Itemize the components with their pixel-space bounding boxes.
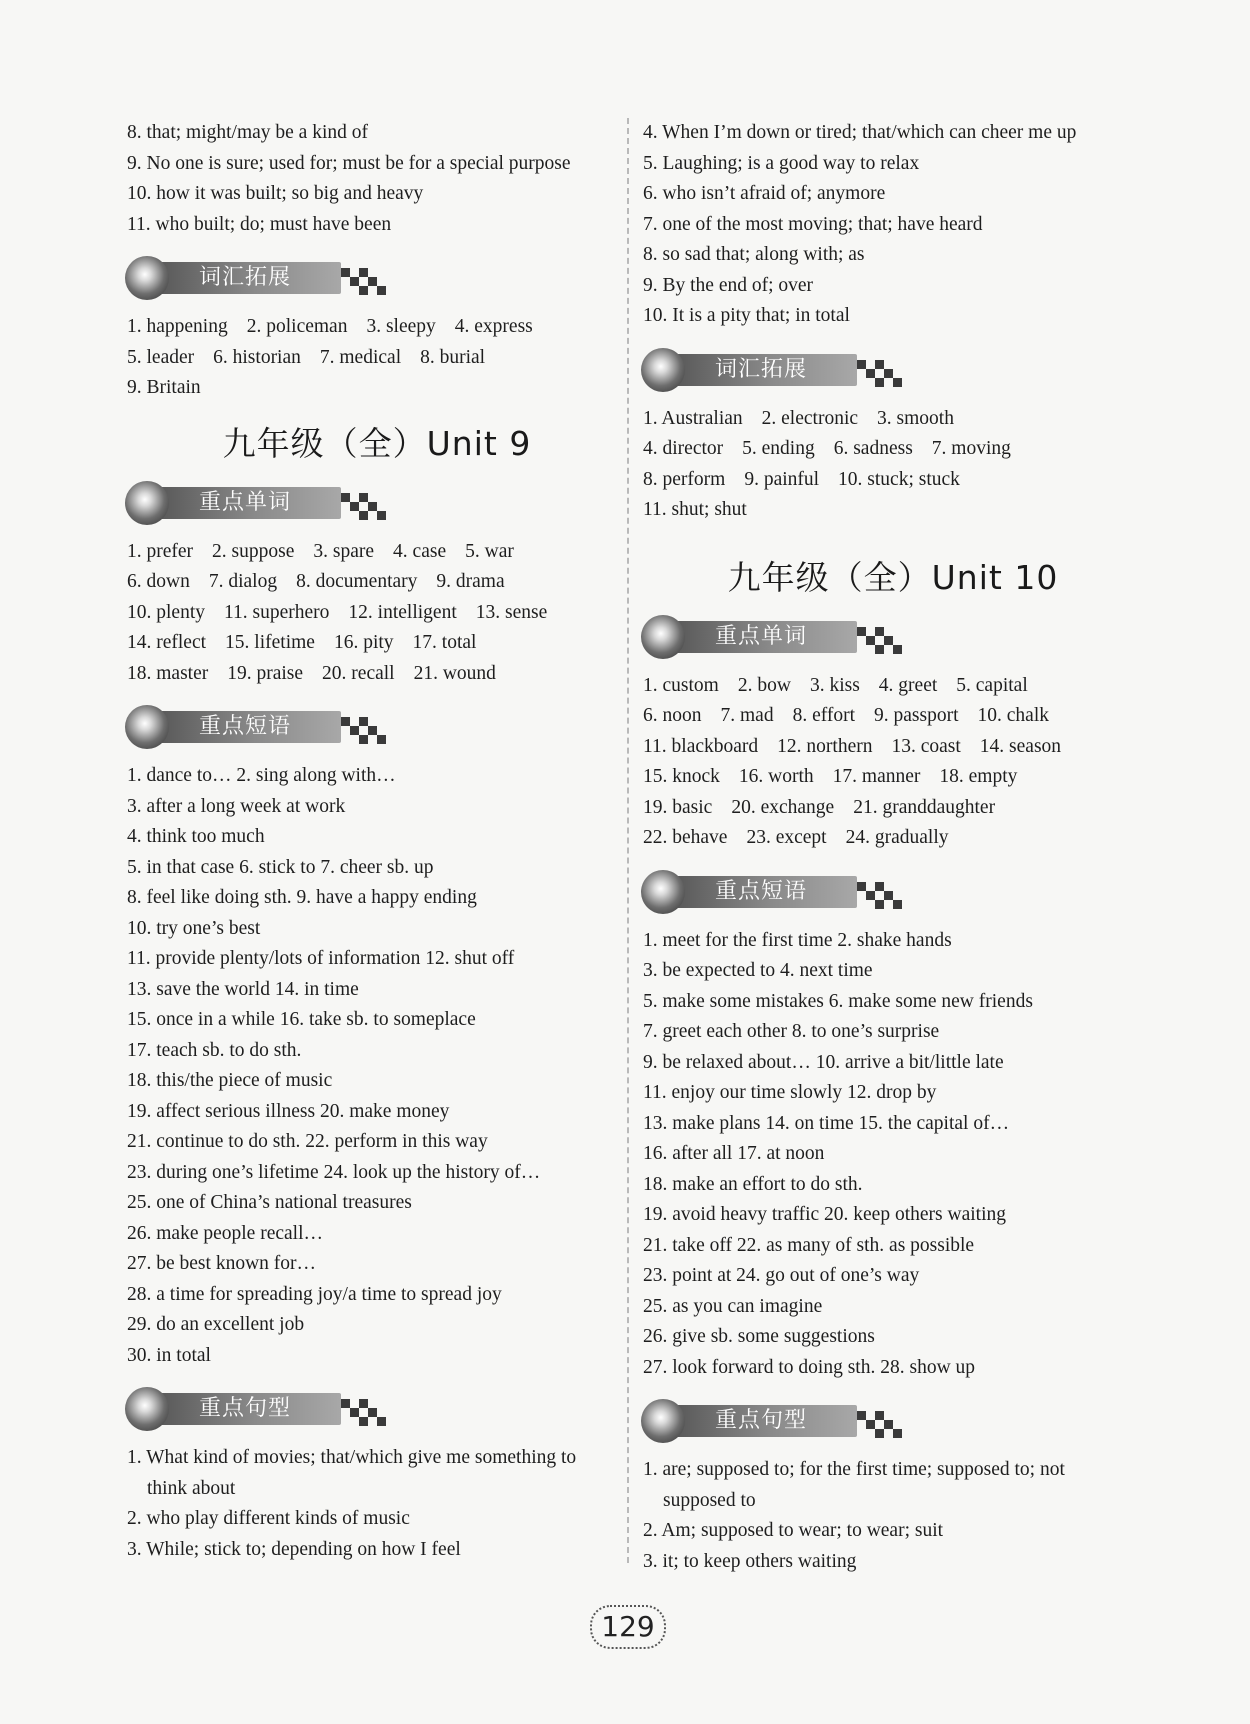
word-item: 5. leader (127, 346, 195, 368)
word-row (643, 434, 1143, 465)
word-item: 21. granddaughter (853, 796, 996, 818)
word-item: 9. Britain (127, 377, 201, 398)
phrase-line: 27. be best known for… (127, 1253, 317, 1274)
answer-line: 11. who built; do; must have been (127, 213, 392, 235)
word-item: 8. documentary (296, 571, 418, 592)
phrase-line: 25. one of China’s national treasures (127, 1192, 412, 1213)
word-item: 1. prefer (127, 540, 194, 562)
phrase-line: 16. after all 17. at noon (643, 1143, 825, 1164)
word-item: 9. drama (436, 571, 505, 592)
word-item: 8. burial (420, 346, 486, 368)
orb-icon (125, 481, 169, 525)
answer-line: 8. that; might/may be a kind of (127, 122, 368, 143)
answer-line: 4. When I’m down or tired; that/which can cheer me up (643, 122, 1077, 143)
phrase-line: 7. greet each other 8. to one’s surprise (643, 1021, 940, 1042)
checker-pattern-icon (857, 882, 913, 912)
word-item: 14. season (979, 735, 1062, 757)
phrase-line: 13. make plans 14. on time 15. the capital of… (643, 1112, 1010, 1134)
word-row (127, 312, 627, 343)
word-row (127, 598, 627, 629)
checker-pattern-icon (857, 1411, 913, 1441)
answer-line: 9. No one is sure; used for; must be for a special purpose (127, 152, 571, 174)
word-item: 2. electronic (761, 407, 859, 429)
key-phrases-list (643, 926, 1143, 1384)
word-row (643, 732, 1143, 763)
phrase-line: 28. a time for spreading joy/a time to spread joy (127, 1283, 502, 1305)
word-row (643, 404, 1143, 435)
vocab-ext-list (643, 404, 1143, 526)
word-item: 21. wound (413, 662, 496, 684)
word-item: 13. coast (891, 735, 961, 757)
word-item: 10. chalk (977, 705, 1050, 726)
phrase-line: 11. enjoy our time slowly 12. drop by (643, 1082, 937, 1103)
sentence-line: 3. it; to keep others waiting (643, 1550, 857, 1572)
word-row (643, 823, 1143, 854)
word-row (127, 628, 627, 659)
left-column (127, 118, 627, 1565)
right-intro (643, 118, 1143, 332)
word-row (643, 465, 1143, 496)
word-item: 2. bow (737, 674, 791, 696)
answer-line: 10. It is a pity that; in total (643, 305, 850, 326)
phrase-line: 17. teach sb. to do sth. (127, 1039, 302, 1061)
word-item: 16. worth (738, 766, 814, 787)
checker-pattern-icon (341, 268, 397, 298)
word-item: 17. total (412, 632, 477, 653)
answer-line: 8. so sad that; along with; as (643, 244, 865, 265)
section-title: 重点短语 (199, 714, 292, 739)
word-row (127, 659, 627, 690)
word-item: 6. historian (213, 346, 301, 368)
phrase-line: 8. feel like doing sth. 9. have a happy ending (127, 887, 477, 908)
section-header-key-phrases (125, 703, 627, 751)
word-item: 4. express (454, 316, 533, 337)
word-item: 1. Australian (643, 407, 743, 429)
section-header-key-phrases (641, 868, 1143, 916)
phrase-line: 26. give sb. some suggestions (643, 1326, 875, 1347)
phrase-line: 21. continue to do sth. 22. perform in this way (127, 1131, 488, 1152)
word-item: 17. manner (832, 766, 921, 787)
word-item: 7. dialog (208, 571, 278, 592)
orb-icon (641, 870, 685, 914)
word-item: 2. suppose (212, 540, 295, 562)
word-item: 8. effort (792, 705, 856, 726)
word-item: 2. policeman (246, 316, 348, 337)
answer-line: 10. how it was built; so big and heavy (127, 183, 424, 204)
word-item: 13. sense (475, 601, 548, 623)
word-row (643, 793, 1143, 824)
sentence-line: 3. While; stick to; depending on how I feel (127, 1538, 461, 1560)
orb-icon (641, 1399, 685, 1443)
answer-line: 9. By the end of; over (643, 274, 814, 296)
word-item: 9. painful (744, 468, 820, 490)
key-phrases-list (127, 761, 627, 1371)
phrase-line: 1. meet for the first time 2. shake hands (643, 929, 952, 951)
checker-pattern-icon (341, 493, 397, 523)
word-item: 11. blackboard (643, 735, 759, 757)
word-item: 4. greet (878, 674, 938, 696)
orb-icon (125, 705, 169, 749)
word-item: 5. ending (742, 438, 815, 459)
word-item: 6. down (127, 571, 190, 592)
section-title: 重点单词 (715, 623, 808, 649)
key-words-list (127, 537, 627, 690)
key-words-list (643, 671, 1143, 854)
section-title: 重点短语 (715, 878, 808, 904)
section-header-key-sentences (125, 1385, 627, 1433)
phrase-line: 5. make some mistakes 6. make some new friends (643, 990, 1033, 1012)
checker-pattern-icon (857, 360, 913, 390)
answer-line: 6. who isn’t afraid of; anymore (643, 183, 886, 204)
answer-line: 7. one of the most moving; that; have heard (643, 213, 983, 235)
word-item: 1. happening (127, 316, 228, 337)
phrase-line: 11. provide plenty/lots of information 12. shut off (127, 948, 515, 969)
phrase-line: 30. in total (127, 1344, 211, 1366)
word-item: 16. pity (333, 632, 394, 653)
word-item: 15. knock (643, 766, 720, 787)
word-item: 7. mad (720, 705, 774, 726)
phrase-line: 29. do an excellent job (127, 1314, 305, 1335)
phrase-line: 1. dance to… 2. sing along with… (127, 765, 396, 786)
section-header-vocab-ext (125, 254, 627, 302)
word-item: 6. sadness (833, 438, 913, 459)
word-item: 15. lifetime (225, 632, 315, 653)
word-item: 23. except (746, 827, 827, 848)
section-header-key-words (641, 613, 1143, 661)
word-item: 11. superhero (224, 601, 330, 623)
orb-icon (125, 256, 169, 300)
vocab-ext-list (127, 312, 627, 404)
sentence-line: 2. Am; supposed to wear; to wear; suit (643, 1520, 944, 1541)
unit-title: 九年级（全）Unit 9 (222, 423, 532, 463)
word-row (643, 701, 1143, 732)
word-item: 8. perform (643, 468, 726, 490)
word-item: 24. gradually (845, 827, 949, 848)
phrase-line: 4. think too much (127, 826, 265, 847)
word-row (643, 671, 1143, 702)
phrase-line: 9. be relaxed about… 10. arrive a bit/little late (643, 1051, 1004, 1073)
word-item: 11. shut; shut (643, 499, 747, 520)
sentence-line: 2. who play different kinds of music (127, 1508, 410, 1529)
checker-pattern-icon (341, 717, 397, 747)
phrase-line: 3. after a long week at work (127, 795, 346, 817)
sentence-line: 1. are; supposed to; for the first time; supposed to; not (643, 1459, 1065, 1480)
column-divider (627, 118, 629, 1563)
word-row (643, 495, 1143, 526)
section-header-vocab-ext (641, 346, 1143, 394)
word-item: 18. empty (939, 766, 1018, 787)
word-item: 18. master (127, 662, 209, 684)
word-item: 3. kiss (809, 674, 860, 696)
phrase-line: 18. make an effort to do sth. (643, 1173, 863, 1195)
word-item: 5. war (465, 540, 514, 562)
phrase-line: 3. be expected to 4. next time (643, 960, 873, 981)
right-column (643, 118, 1143, 1577)
word-item: 10. stuck; stuck (838, 468, 960, 490)
phrase-line: 25. as you can imagine (643, 1295, 823, 1317)
word-item: 3. smooth (877, 407, 954, 429)
orb-icon (641, 348, 685, 392)
sentence-line: supposed to (663, 1489, 756, 1511)
phrase-line: 26. make people recall… (127, 1222, 323, 1244)
word-row (127, 537, 627, 568)
phrase-line: 21. take off 22. as many of sth. as possible (643, 1234, 975, 1256)
word-item: 3. spare (313, 540, 375, 562)
word-item: 9. passport (874, 705, 959, 726)
orb-icon (125, 1387, 169, 1431)
word-item: 20. recall (322, 662, 395, 684)
key-sentences-list (127, 1443, 627, 1565)
word-item: 7. medical (319, 346, 402, 368)
phrase-line: 19. affect serious illness 20. make money (127, 1100, 450, 1122)
section-title: 词汇拓展 (715, 356, 808, 382)
word-row (643, 762, 1143, 793)
word-row (127, 343, 627, 374)
phrase-line: 19. avoid heavy traffic 20. keep others waiting (643, 1204, 1006, 1225)
word-item: 12. intelligent (348, 601, 457, 623)
word-item: 5. capital (956, 674, 1028, 696)
word-item: 19. basic (643, 796, 713, 818)
phrase-line: 18. this/the piece of music (127, 1070, 333, 1091)
phrase-line: 23. during one’s lifetime 24. look up the history of… (127, 1161, 541, 1183)
word-item: 1. custom (643, 674, 719, 696)
sentence-line: 1. What kind of movies; that/which give me something to (127, 1447, 577, 1468)
word-item: 20. exchange (731, 796, 835, 818)
word-item: 14. reflect (127, 632, 207, 653)
word-item: 19. praise (227, 662, 304, 684)
section-title: 重点单词 (199, 489, 292, 515)
answer-line: 5. Laughing; is a good way to relax (643, 152, 920, 174)
phrase-line: 15. once in a while 16. take sb. to someplace (127, 1009, 476, 1030)
phrase-line: 27. look forward to doing sth. 28. show up (643, 1356, 976, 1378)
orb-icon (641, 615, 685, 659)
word-item: 6. noon (643, 705, 702, 726)
word-item: 7. moving (931, 438, 1011, 459)
key-sentences-list (643, 1455, 1143, 1577)
word-item: 3. sleepy (366, 316, 436, 337)
phrase-line: 23. point at 24. go out of one’s way (643, 1265, 920, 1286)
checker-pattern-icon (857, 627, 913, 657)
word-item: 22. behave (643, 827, 728, 848)
section-title: 重点句型 (715, 1408, 808, 1433)
section-header-key-sentences (641, 1397, 1143, 1445)
word-item: 4. case (393, 540, 447, 562)
checker-pattern-icon (341, 1399, 397, 1429)
phrase-line: 5. in that case 6. stick to 7. cheer sb. up (127, 856, 434, 878)
section-title: 重点句型 (199, 1396, 292, 1421)
word-row (127, 373, 627, 404)
word-item: 12. northern (777, 735, 873, 757)
word-item: 10. plenty (127, 601, 205, 623)
unit-title: 九年级（全）Unit 10 (727, 557, 1059, 597)
phrase-line: 10. try one’s best (127, 917, 261, 939)
word-row (127, 567, 627, 598)
page-number: 129 (590, 1605, 666, 1649)
phrase-line: 13. save the world 14. in time (127, 978, 359, 1000)
sentence-line: think about (147, 1477, 236, 1499)
word-item: 4. director (643, 438, 724, 459)
left-intro (127, 118, 627, 240)
section-header-key-words (125, 479, 627, 527)
section-title: 词汇拓展 (199, 265, 292, 290)
